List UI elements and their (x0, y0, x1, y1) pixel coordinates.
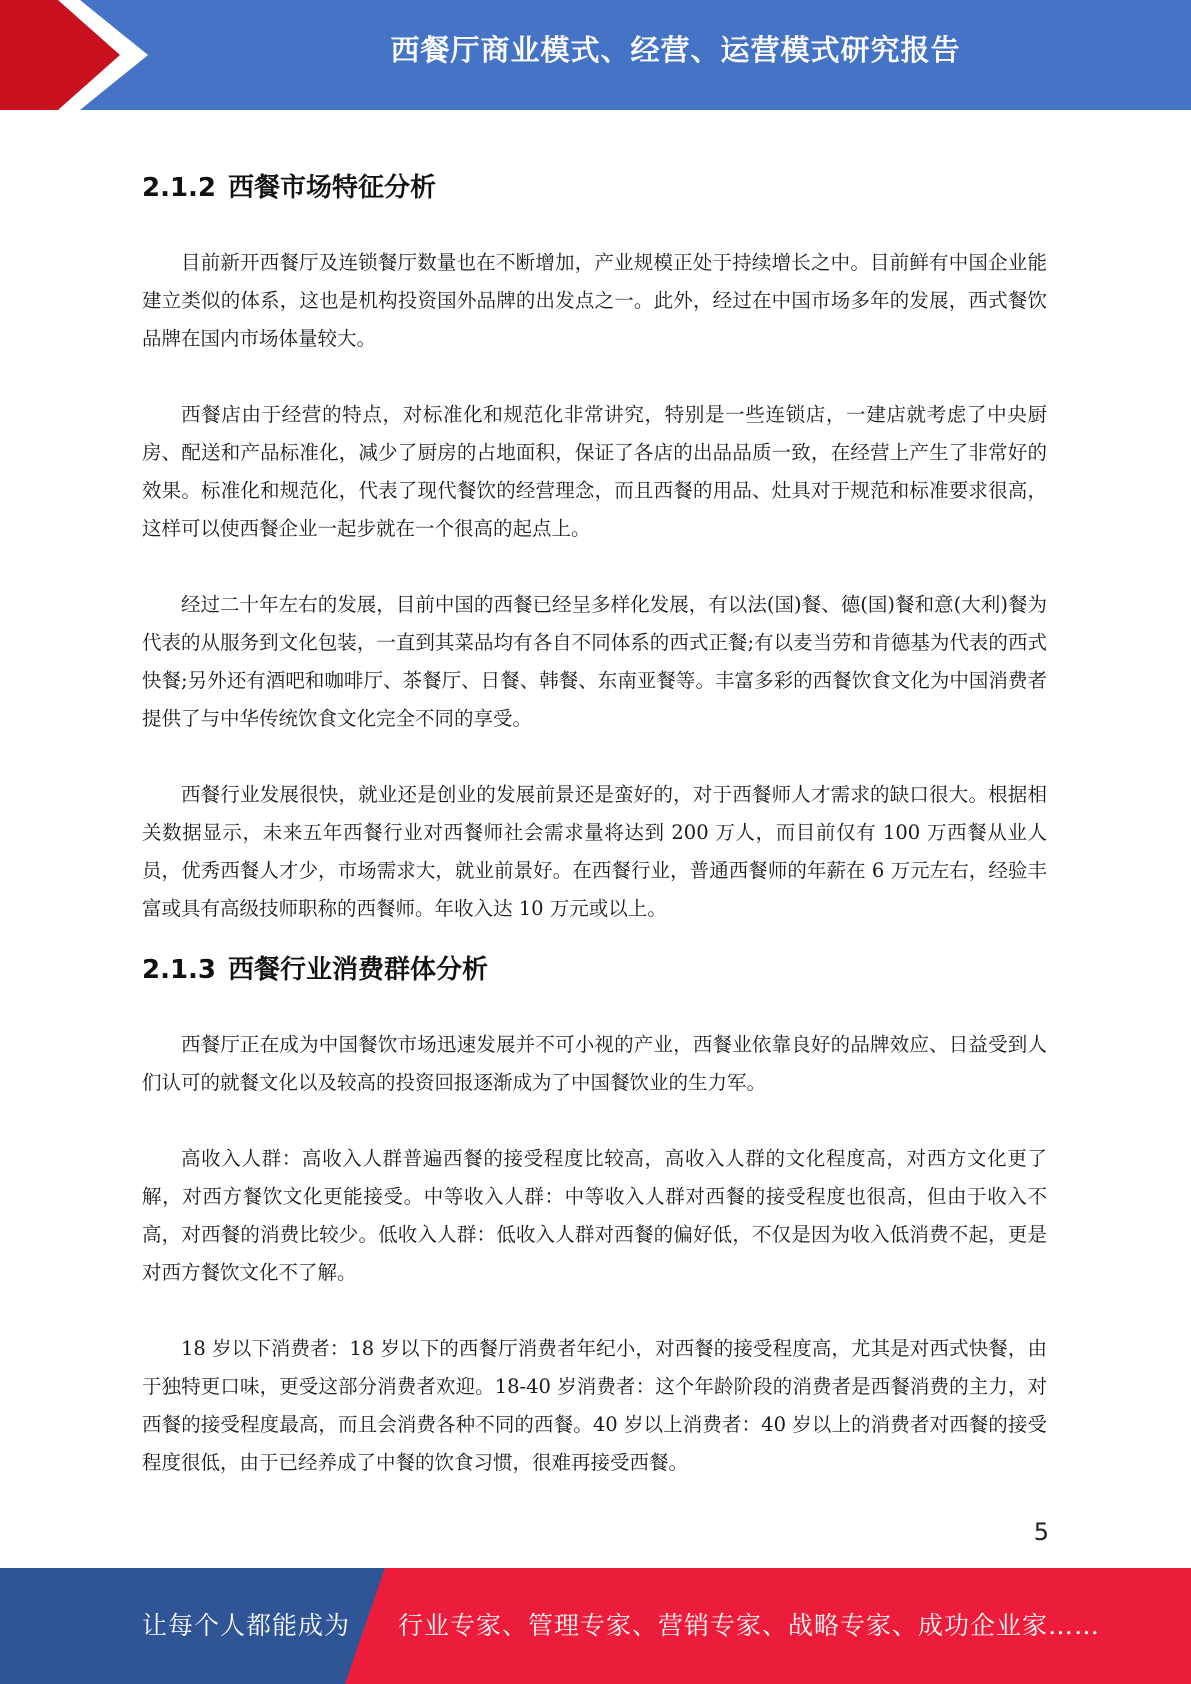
paragraph: 西餐厅正在成为中国餐饮市场迅速发展并不可小视的产业，西餐业依靠良好的品牌效应、日益受到人们认可的就餐文化以及较高的投资回报逐渐成为了中国餐饮业的生力军。 (142, 1033, 1047, 1094)
section-title: 西餐行业消费群体分析 (228, 955, 489, 985)
footer-slogan-right: 行业专家、管理专家、营销专家、战略专家、成功企业家…… (398, 1611, 1101, 1640)
paragraph: 18 岁以下消费者：18 岁以下的西餐厅消费者年纪小，对西餐的接受程度高，尤其是对西式快餐，由于独特更口味，更受这部分消费者欢迎。18-40 岁消费者：这个年龄阶段的消费者是西餐消费的主力，对西餐的接受程度最高，而且会消费各种不同的西餐。40 岁以上消费者：40 岁以上的消费者对西餐的接受程度很低，由于已经养成了中餐的饮食习惯，很难再接受西餐。 (142, 1337, 1047, 1474)
section-title: 西餐市场特征分析 (228, 173, 437, 203)
section-heading-2-1-3 (142, 942, 1047, 998)
paragraph: 经过二十年左右的发展，目前中国的西餐已经呈多样化发展，有以法(国)餐、德(国)餐和意(大利)餐为代表的从服务到文化包装，一直到其菜品均有各自不同体系的西式正餐;有以麦当劳和肯德基为代表的西式快餐;另外还有酒吧和咖啡厅、茶餐厅、日餐、韩餐、东南亚餐等。丰富多彩的西餐饮食文化为中国消费者提供了与中华传统饮食文化完全不同的享受。 (142, 593, 1047, 730)
report-title: 西餐厅商业模式、经营、运营模式研究报告 (390, 33, 961, 67)
paragraph: 高收入人群：高收入人群普遍西餐的接受程度比较高，高收入人群的文化程度高，对西方文化更了解，对西方餐饮文化更能接受。中等收入人群：中等收入人群对西餐的接受程度也很高，但由于收入不高，对西餐的消费比较少。低收入人群：低收入人群对西餐的偏好低，不仅是因为收入低消费不起，更是对西方餐饮文化不了解。 (142, 1147, 1047, 1284)
paragraph: 西餐行业发展很快，就业还是创业的发展前景还是蛮好的，对于西餐师人才需求的缺口很大。根据相关数据显示，未来五年西餐行业对西餐师社会需求量将达到 200 万人，而目前仅有 100 万西餐从业人员，优秀西餐人才少，市场需求大，就业前景好。在西餐行业，普通西餐师的年薪在 6 万元左右，经验丰富或具有高级技师职称的西餐师。年收入达 10 万元或以上。 (142, 783, 1047, 920)
header-bar (0, 0, 1191, 110)
section-number: 2.1.3 (142, 955, 217, 985)
page-number: 5 (1033, 1518, 1049, 1546)
footer-banner (0, 1568, 1191, 1684)
paragraph: 西餐店由于经营的特点，对标准化和规范化非常讲究，特别是一些连锁店，一建店就考虑了中央厨房、配送和产品标准化，减少了厨房的占地面积，保证了各店的出品品质一致，在经营上产生了非常好的效果。标准化和规范化，代表了现代餐饮的经营理念，而且西餐的用品、灶具对于规范和标准要求很高，这样可以使西餐企业一起步就在一个很高的起点上。 (142, 403, 1047, 540)
header-arrow-decoration (0, 0, 160, 110)
footer-slogan-left: 让每个人都能成为 (142, 1611, 351, 1640)
section-heading-2-1-2 (142, 160, 1047, 216)
page-content (142, 160, 1047, 1482)
paragraph: 目前新开西餐厅及连锁餐厅数量也在不断增加，产业规模正处于持续增长之中。目前鲜有中国企业能建立类似的体系，这也是机构投资国外品牌的出发点之一。此外，经过在中国市场多年的发展，西式餐饮品牌在国内市场体量较大。 (142, 251, 1047, 350)
section-number: 2.1.2 (142, 173, 217, 203)
